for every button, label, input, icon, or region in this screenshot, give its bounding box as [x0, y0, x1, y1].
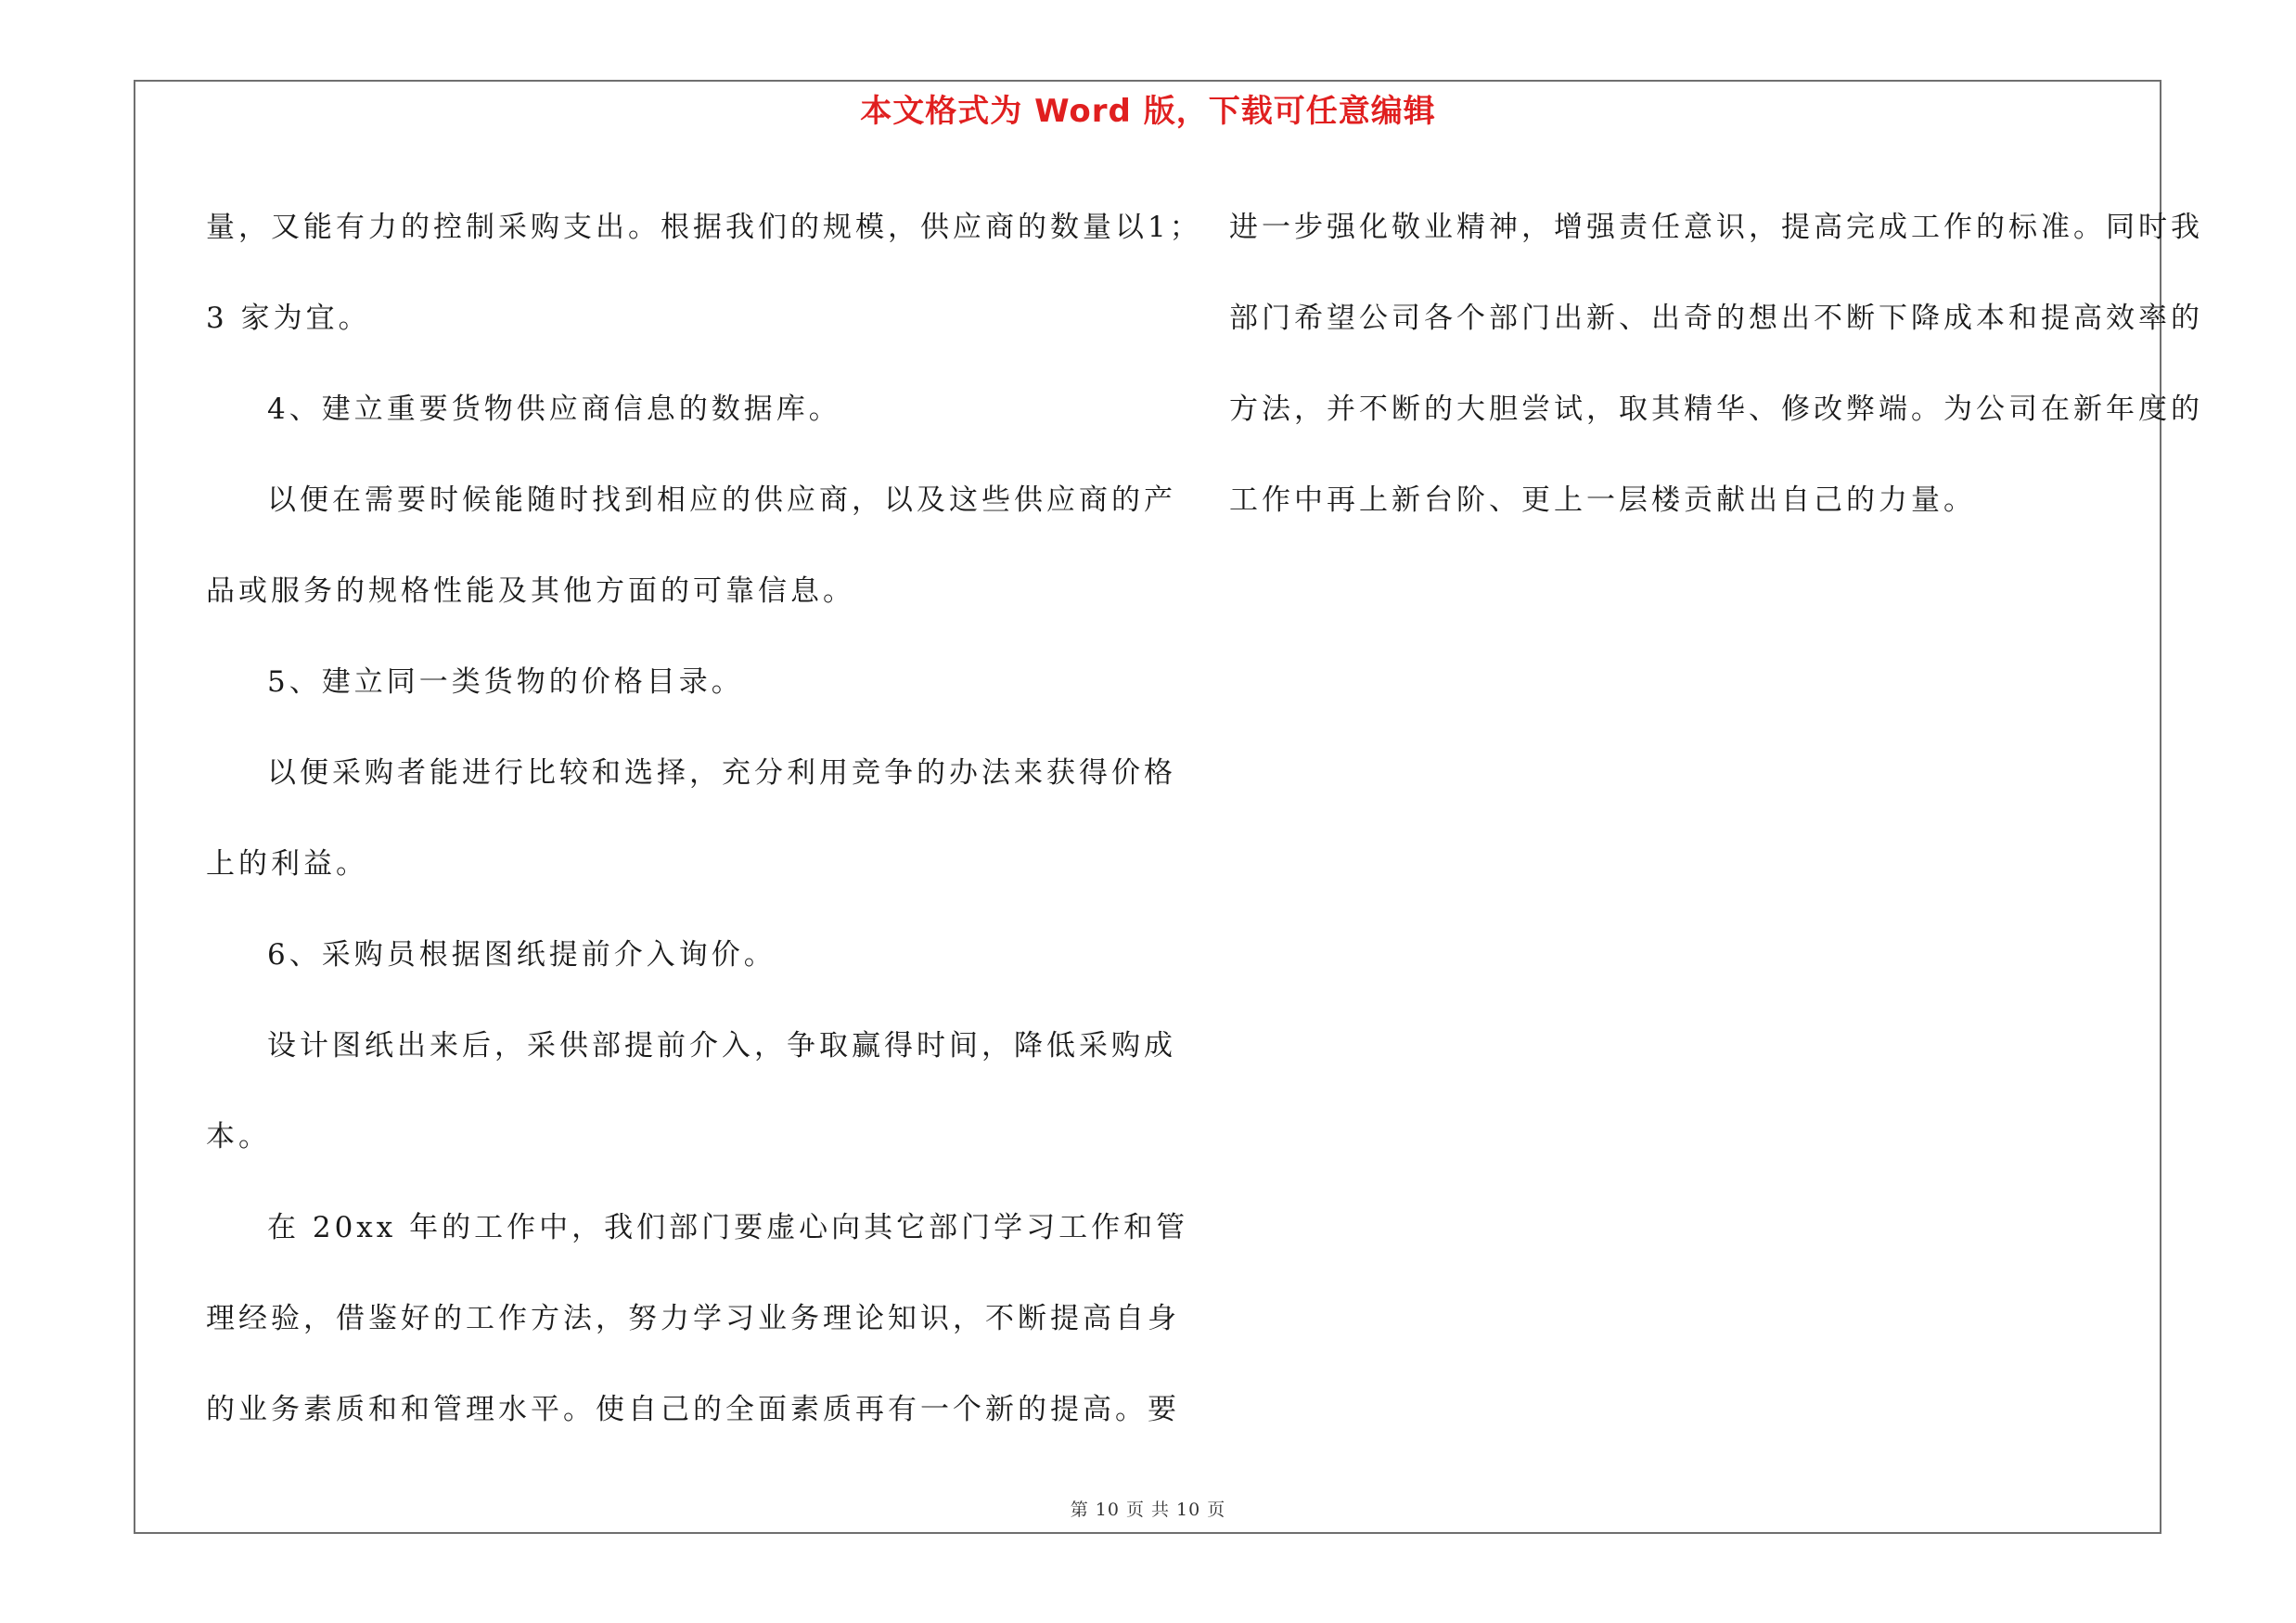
section-heading-6: 6、采购员根据图纸提前介入询价。	[267, 938, 776, 972]
text-line: 本。	[206, 1120, 271, 1153]
section-heading-4: 4、建立重要货物供应商信息的数据库。	[267, 393, 841, 426]
text-line: 进一步强化敬业精神，增强责任意识，提高完成工作的标准。同时我	[1229, 211, 2203, 244]
text-line: 以便采购者能进行比较和选择，充分利用竞争的办法来获得价格	[267, 756, 1176, 790]
word-format-banner: 本文格式为 Word 版，下载可任意编辑	[860, 93, 1436, 130]
text-line: 品或服务的规格性能及其他方面的可靠信息。	[206, 574, 855, 608]
page-number-footer: 第 10 页 共 10 页	[1070, 1500, 1226, 1520]
text-line: 部门希望公司各个部门出新、出奇的想出不断下降成本和提高效率的	[1229, 302, 2203, 335]
text-line: 设计图纸出来后，采供部提前介入，争取赢得时间，降低采购成	[267, 1029, 1176, 1063]
text-line: 方法，并不断的大胆尝试，取其精华、修改弊端。为公司在新年度的	[1229, 393, 2203, 426]
right-column	[1229, 182, 2203, 546]
text-line: 以便在需要时候能随时找到相应的供应商，以及这些供应商的产	[267, 483, 1176, 517]
section-heading-5: 5、建立同一类货物的价格目录。	[267, 665, 744, 699]
text-line: 工作中再上新台阶、更上一层楼贡献出自己的力量。	[1229, 483, 1976, 517]
text-line: 的业务素质和和管理水平。使自己的全面素质再有一个新的提高。要	[206, 1393, 1180, 1426]
left-column	[206, 182, 1202, 1455]
text-line: 量，又能有力的控制采购支出。根据我们的规模，供应商的数量以1；	[206, 211, 1202, 244]
text-line: 上的利益。	[206, 847, 368, 881]
text-line: 在 20xx 年的工作中，我们部门要虚心向其它部门学习工作和管	[267, 1211, 1189, 1244]
text-line: 3 家为宜。	[206, 302, 371, 335]
text-line: 理经验，借鉴好的工作方法，努力学习业务理论知识，不断提高自身	[206, 1302, 1180, 1335]
